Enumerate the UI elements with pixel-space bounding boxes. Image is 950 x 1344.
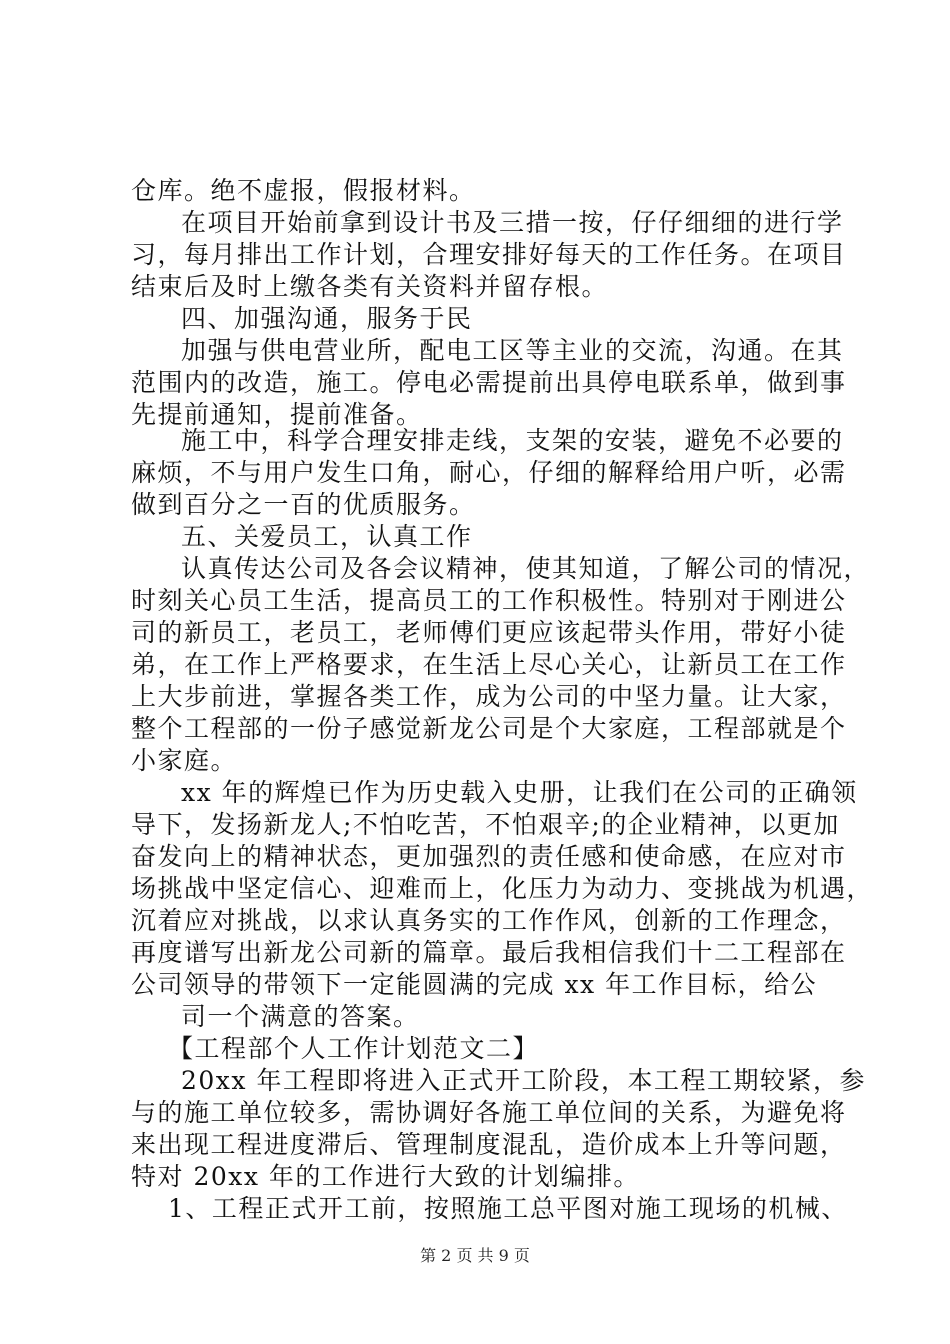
text-line: 奋发向上的精神状态，更加强烈的责任感和使命感，在应对市 — [131, 842, 847, 871]
text-line: 时刻关心员工生活，提高员工的工作积极性。特别对于刚进公 — [131, 586, 847, 615]
text-line: 小家庭。 — [131, 746, 238, 775]
text-line: 1、工程正式开工前，按照施工总平图对施工现场的机械、 — [168, 1194, 848, 1223]
text-line: xx 年的辉煌已作为历史载入史册，让我们在公司的正确领 — [181, 778, 858, 807]
text-line: 施工中，科学合理安排走线，支架的安装，避免不必要的 — [181, 426, 844, 455]
text-line: 导下，发扬新龙人;不怕吃苦，不怕艰辛;的企业精神，以更加 — [131, 810, 840, 839]
text-line: 范围内的改造，施工。停电必需提前出具停电联系单，做到事 — [131, 368, 847, 397]
text-line: 结束后及时上缴各类有关资料并留存根。 — [131, 272, 609, 301]
page-footer: 第 2 页 共 9 页 — [420, 1246, 530, 1265]
text-line: 在项目开始前拿到设计书及三措一按，仔仔细细的进行学 — [181, 208, 844, 237]
text-line: 认真传达公司及各会议精神，使其知道，了解公司的情况， — [181, 554, 871, 583]
text-line: 上大步前进，掌握各类工作，成为公司的中坚力量。让大家， — [131, 682, 847, 711]
text-line: 特对 20xx 年的工作进行大致的计划编排。 — [131, 1162, 640, 1191]
text-line: 做到百分之一百的优质服务。 — [131, 490, 476, 519]
text-line: 习，每月排出工作计划，合理安排好每天的工作任务。在项目 — [131, 240, 847, 269]
text-line: 加强与供电营业所，配电工区等主业的交流，沟通。在其 — [181, 336, 844, 365]
text-line: 公司领导的带领下一定能圆满的完成 xx 年工作目标，给公 — [131, 970, 818, 999]
text-line: 再度谱写出新龙公司新的篇章。最后我相信我们十二工程部在 — [131, 938, 847, 967]
text-line: 仓库。绝不虚报，假报材料。 — [131, 176, 476, 205]
section-heading: 【工程部个人工作计划范文二】 — [168, 1034, 540, 1063]
text-line: 弟，在工作上严格要求，在生活上尽心关心，让新员工在工作 — [131, 650, 847, 679]
text-line: 沉着应对挑战，以求认真务实的工作作风，创新的工作理念， — [131, 906, 847, 935]
text-line: 场挑战中坚定信心、迎难而上，化压力为动力、变挑战为机遇， — [131, 874, 874, 903]
text-line: 20xx 年工程即将进入正式开工阶段，本工程工期较紧，参 — [181, 1066, 866, 1095]
text-line: 司的新员工，老员工，老师傅们更应该起带头作用，带好小徒 — [131, 618, 847, 647]
text-line: 麻烦，不与用户发生口角，耐心，仔细的解释给用户听，必需 — [131, 458, 847, 487]
text-line: 来出现工程进度滞后、管理制度混乱，造价成本上升等问题， — [131, 1130, 847, 1159]
section-heading: 四、加强沟通，服务于民 — [181, 304, 473, 333]
text-line: 与的施工单位较多，需协调好各施工单位间的关系，为避免将 — [131, 1098, 847, 1127]
text-line: 司一个满意的答案。 — [181, 1002, 420, 1031]
text-line: 先提前通知，提前准备。 — [131, 400, 423, 429]
text-line: 整个工程部的一份子感觉新龙公司是个大家庭，工程部就是个 — [131, 714, 847, 743]
section-heading: 五、关爱员工，认真工作 — [181, 522, 473, 551]
